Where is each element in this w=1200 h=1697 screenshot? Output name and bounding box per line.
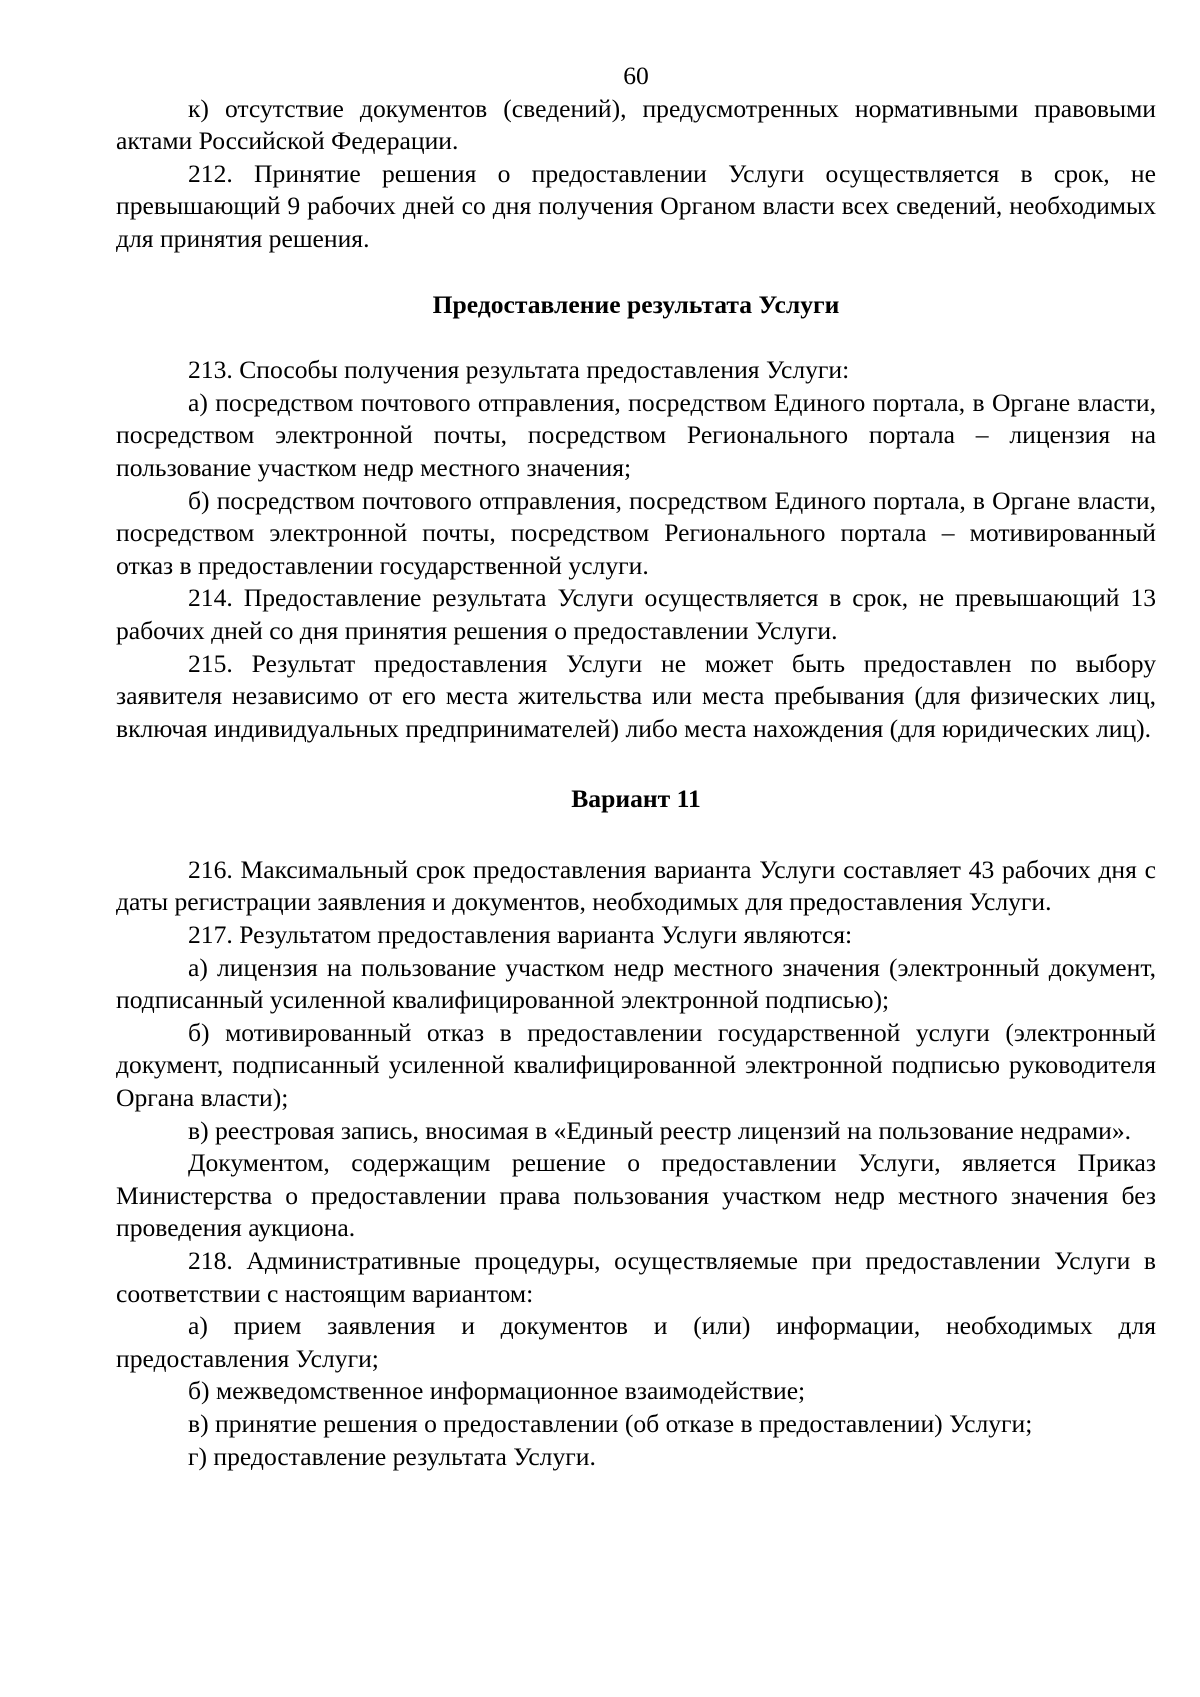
paragraph-decision-document: Документом, содержащим решение о предоставлении Услуги, является Приказ Министерства о предоставлении права пользования участком недр местного значения без проведения аукциона. — [116, 1148, 1156, 1243]
section-heading-result: Предоставление результата Услуги — [432, 289, 840, 319]
paragraph-216: 216. Максимальный срок предоставления варианта Услуги составляет 43 рабочих дня с даты регистрации заявления и документов, необходимых для предоставления Услуги. — [116, 854, 1156, 917]
paragraph-213-b: б) посредством почтового отправления, посредством Единого портала, в Органе власти, посредством электронной почты, посредством Регионального портала – мотивированный отказ в предоставлении государственной услуги. — [116, 485, 1156, 580]
paragraph-214: 214. Предоставление результата Услуги осуществляется в срок, не превышающий 13 рабочих дней со дня принятия решения о предоставлении Услуги. — [116, 583, 1156, 645]
paragraph-218-v: в) принятие решения о предоставлении (об отказе в предоставлении) Услуги; — [188, 1408, 1033, 1438]
paragraph-218-a: а) прием заявления и документов и (или) информации, необходимых для предоставления Услуги; — [116, 1311, 1156, 1373]
paragraph-213: 213. Способы получения результата предоставления Услуги: — [188, 355, 850, 385]
paragraph-218-b: б) межведомственное информационное взаимодействие; — [188, 1376, 806, 1406]
paragraph-217-b: б) мотивированный отказ в предоставлении государственной услуги (электронный документ, подписанный усиленной квалифицированной электронной подписью руководителя Органа власти); — [116, 1017, 1156, 1113]
page-number: 60 — [623, 61, 649, 90]
paragraph-217-v: в) реестровая запись, вносимая в «Единый реестр лицензий на пользование недрами». — [188, 1115, 1132, 1145]
document-page — [116, 60, 1156, 1473]
paragraph-215: 215. Результат предоставления Услуги не может быть предоставлен по выбору заявителя независимо от его места жительства или места пребывания (для физических лиц, включая индивидуальных предпринимателей) либо места нахождения (для юридических лиц). — [116, 648, 1156, 743]
paragraph-k-absence-of-documents: к) отсутствие документов (сведений), предусмотренных нормативными правовыми актами Российской Федерации. — [116, 93, 1156, 156]
paragraph-218: 218. Административные процедуры, осуществляемые при предоставлении Услуги в соответствии с настоящим вариантом: — [116, 1246, 1156, 1308]
paragraph-212: 212. Принятие решения о предоставлении Услуги осуществляется в срок, не превышающий 9 рабочих дней со дня получения Органом власти всех сведений, необходимых для принятия решения. — [116, 158, 1156, 253]
paragraph-217-a: а) лицензия на пользование участком недр местного значения (электронный документ, подписанный усиленной квалифицированной электронной подписью); — [116, 952, 1156, 1015]
paragraph-217: 217. Результатом предоставления варианта Услуги являются: — [188, 920, 853, 950]
paragraph-218-g: г) предоставление результата Услуги. — [188, 1441, 596, 1471]
section-heading-variant-11: Вариант 11 — [571, 784, 701, 814]
paragraph-213-a: а) посредством почтового отправления, посредством Единого портала, в Органе власти, посредством электронной почты, посредством Регионального портала – лицензия на пользование участком недр местного значения; — [116, 387, 1156, 482]
